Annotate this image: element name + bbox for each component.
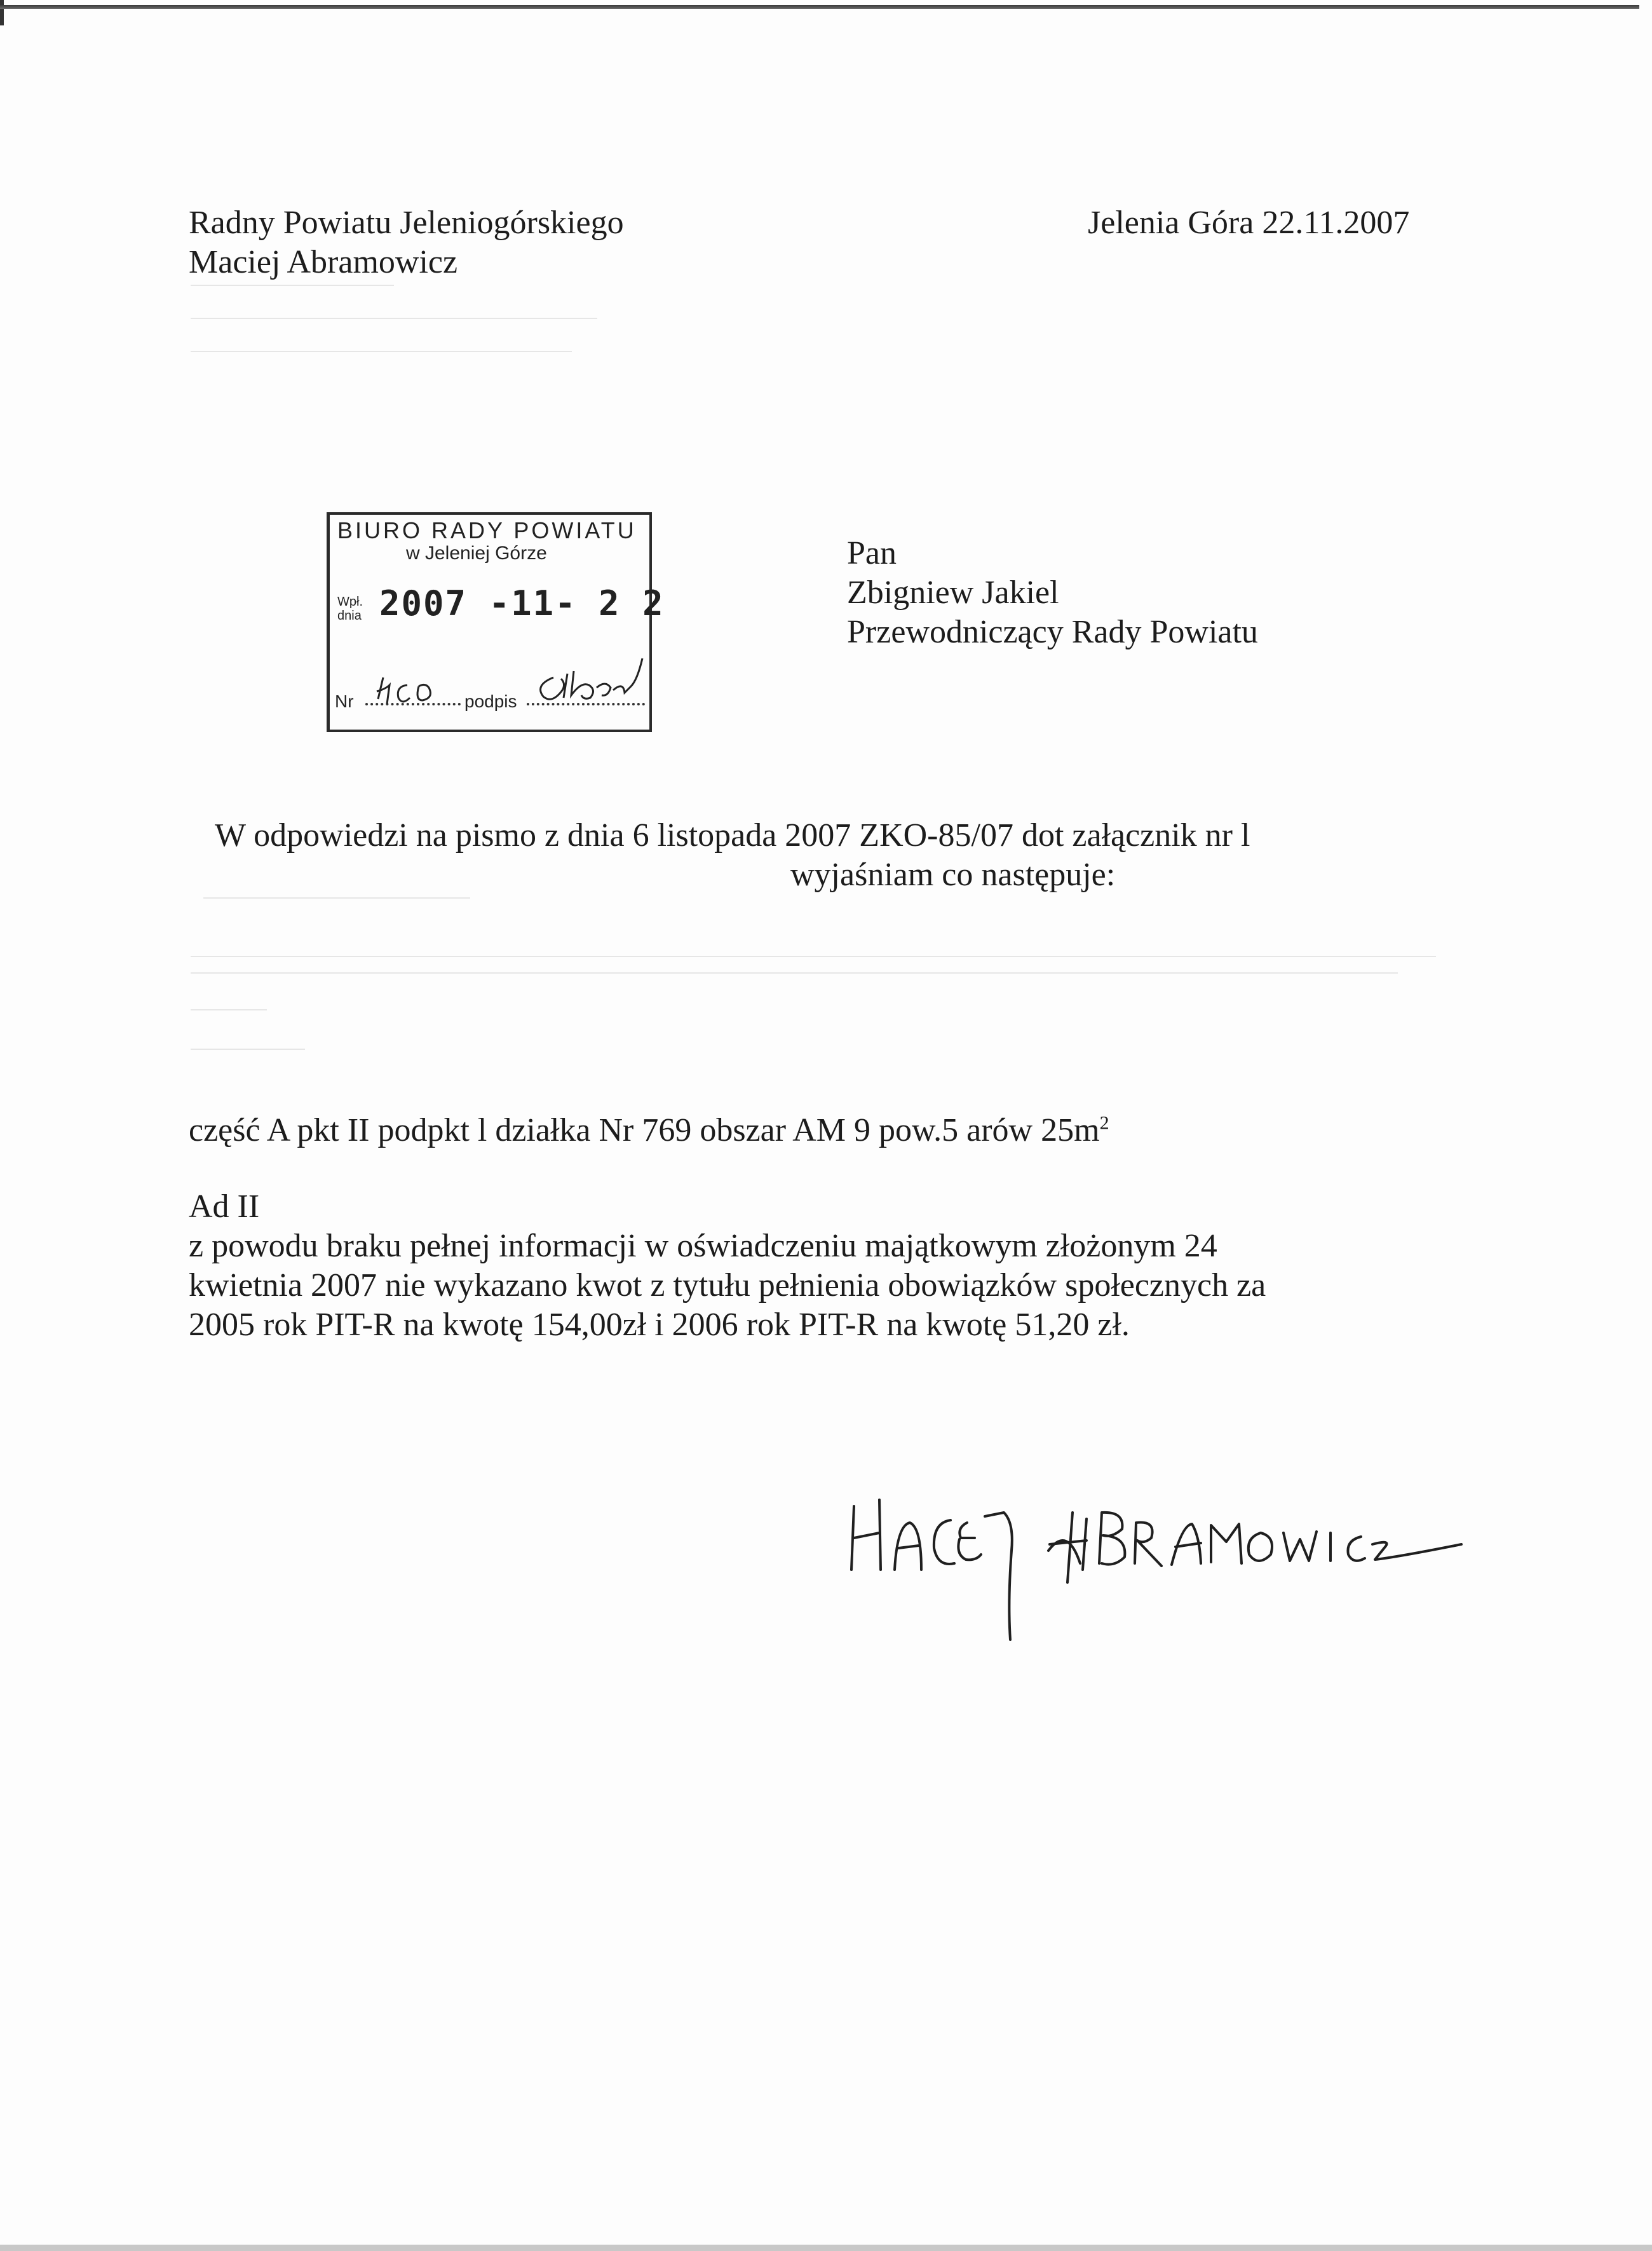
faint-mark xyxy=(191,351,572,352)
registry-stamp xyxy=(327,512,665,732)
faint-mark xyxy=(191,1049,305,1050)
faint-mark xyxy=(191,956,1436,957)
ad-ii-section xyxy=(189,1187,1266,1345)
parcel-item xyxy=(189,1111,1109,1150)
scan-edge-left xyxy=(0,0,4,25)
recipient-salutation: Pan xyxy=(847,535,897,571)
reply-intro: wyjaśniam co następuje: xyxy=(790,857,1116,893)
faint-mark xyxy=(191,285,394,286)
faint-mark xyxy=(191,1009,267,1010)
stamp-received-label: Wpł. dnia xyxy=(337,595,363,623)
stamp-handwritten-number xyxy=(374,672,444,711)
sender-title: Radny Powiatu Jeleniogórskiego xyxy=(189,205,624,241)
sender-name: Maciej Abramowicz xyxy=(189,244,458,280)
handwritten-signature xyxy=(826,1462,1474,1665)
ad-ii-line: kwietnia 2007 nie wykazano kwot z tytułu pełnienia obowiązków społecznych za xyxy=(189,1267,1266,1303)
stamp-nr-label: Nr xyxy=(335,691,354,711)
parcel-item-superscript: 2 xyxy=(1099,1112,1109,1134)
ad-ii-line: z powodu braku pełnej informacji w oświadczeniu majątkowym złożonym 24 xyxy=(189,1228,1217,1264)
recipient-title: Przewodniczący Rady Powiatu xyxy=(847,614,1258,650)
recipient-name: Zbigniew Jakiel xyxy=(847,575,1059,611)
letter-date: Jelenia Góra 22.11.2007 xyxy=(1088,205,1410,241)
stamp-received-date: 2007 -11- 2 2 xyxy=(379,583,665,623)
scan-edge-top xyxy=(0,5,1639,9)
faint-mark xyxy=(191,972,1398,974)
ad-ii-heading: Ad II xyxy=(189,1188,260,1225)
stamp-title: BIURO RADY POWIATU xyxy=(337,517,637,543)
stamp-handwritten-signature xyxy=(531,656,651,713)
recipient-block xyxy=(847,534,1258,652)
parcel-item-text: część A pkt II podpkt l działka Nr 769 obszar AM 9 pow.5 arów 25m xyxy=(189,1112,1100,1148)
faint-mark xyxy=(203,897,470,899)
ad-ii-line: 2005 rok PIT-R na kwotę 154,00zł i 2006 rok PIT-R na kwotę 51,20 zł. xyxy=(189,1307,1130,1343)
stamp-podpis-label: podpis xyxy=(464,691,517,711)
scan-edge-bottom xyxy=(0,2245,1652,2251)
faint-mark xyxy=(191,318,597,319)
reply-reference: W odpowiedzi na pismo z dnia 6 listopada 2007 ZKO-85/07 dot załącznik nr l xyxy=(215,817,1250,853)
stamp-subtitle: w Jeleniej Górze xyxy=(406,543,547,564)
sender-block xyxy=(189,203,624,282)
